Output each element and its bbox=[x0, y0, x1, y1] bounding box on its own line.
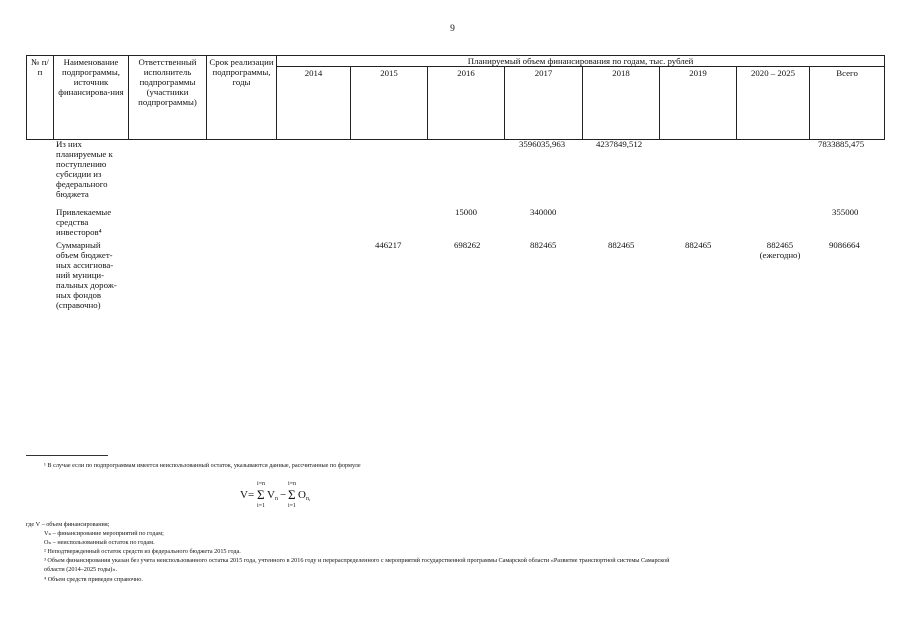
header-year-2014: 2014 bbox=[277, 67, 351, 140]
row-road-funds-label: Суммарный объем бюджет- ных ассигнова- ний муници- пальных дорож- ных фондов (справочно) bbox=[56, 240, 117, 310]
header-year-2016: 2016 bbox=[428, 67, 505, 140]
row-road-funds-2016: 698262 bbox=[454, 240, 481, 250]
funding-table-header bbox=[26, 55, 885, 140]
row-subsidies-label: Из них планируемые к поступлению субсидии из федерального бюджета bbox=[56, 139, 113, 199]
header-total: Всего bbox=[810, 67, 885, 140]
row-investors-2017: 340000 bbox=[530, 207, 557, 217]
header-num: № п/п bbox=[27, 56, 54, 140]
row-road-funds-2017: 882465 bbox=[530, 240, 557, 250]
footnote-1: ¹ В случае если по подпрограммам имеется неиспользованный остаток, указываются данные, рассчитанные по формуле bbox=[44, 462, 361, 469]
row-investors-2016: 15000 bbox=[455, 207, 477, 217]
header-year-2018: 2018 bbox=[583, 67, 660, 140]
footnote-3: ³ Объем финансирования указан без учета неиспользованного остатка 2015 года, учтенного в 2016 году и перераспределенного с мероприятий государственной программы Самарской области «Развитие транспортной системы Самарской bbox=[44, 557, 670, 564]
header-term: Срок реализации подпрограммы, годы bbox=[207, 56, 277, 140]
header-year-2020-2025: 2020 – 2025 bbox=[737, 67, 810, 140]
header-year-2019: 2019 bbox=[660, 67, 737, 140]
row-subsidies-2018: 4237849,512 bbox=[596, 139, 643, 149]
header-name: Наименование подпрограммы, источник финансирова-ния bbox=[54, 56, 129, 140]
footnote-4: ⁴ Объем средств приведен справочно. bbox=[44, 576, 143, 583]
footnote-on: Oₙ – неиспользованный остаток по годам. bbox=[44, 539, 155, 546]
page-number: 9 bbox=[450, 24, 455, 34]
footnote-where: где V – объем финансирования; bbox=[26, 521, 110, 528]
formula: V= i=n Σ i=1 V n − i=n Σ i=1 O n, bbox=[240, 481, 311, 509]
header-year-2015: 2015 bbox=[351, 67, 428, 140]
row-subsidies-2017: 3596035,963 bbox=[519, 139, 566, 149]
footnote-3-cont: области (2014–2025 годы)». bbox=[44, 566, 117, 573]
row-road-funds-2019: 882465 bbox=[685, 240, 712, 250]
footnote-separator bbox=[26, 455, 108, 456]
row-road-funds-2015: 446217 bbox=[375, 240, 402, 250]
header-funding-group: Планируемый объем финансирования по годам, тыс. рублей bbox=[277, 56, 885, 67]
header-responsible: Ответственный исполнитель подпрограммы (участники подпрограммы) bbox=[129, 56, 207, 140]
row-road-funds-total: 9086664 bbox=[829, 240, 860, 250]
header-year-2017: 2017 bbox=[505, 67, 583, 140]
row-investors-label: Привлекаемые средства инвесторов⁴ bbox=[56, 207, 112, 237]
footnote-2: ² Неподтвержденный остаток средств из федерального бюджета 2015 года. bbox=[44, 548, 241, 555]
row-road-funds-2018: 882465 bbox=[608, 240, 635, 250]
footnote-vn: Vₙ – финансирование мероприятий по годам; bbox=[44, 530, 164, 537]
row-subsidies-total: 7833885,475 bbox=[818, 139, 865, 149]
row-investors-total: 355000 bbox=[832, 207, 859, 217]
row-road-funds-2020-2025: 882465 (ежегодно) bbox=[759, 240, 801, 260]
